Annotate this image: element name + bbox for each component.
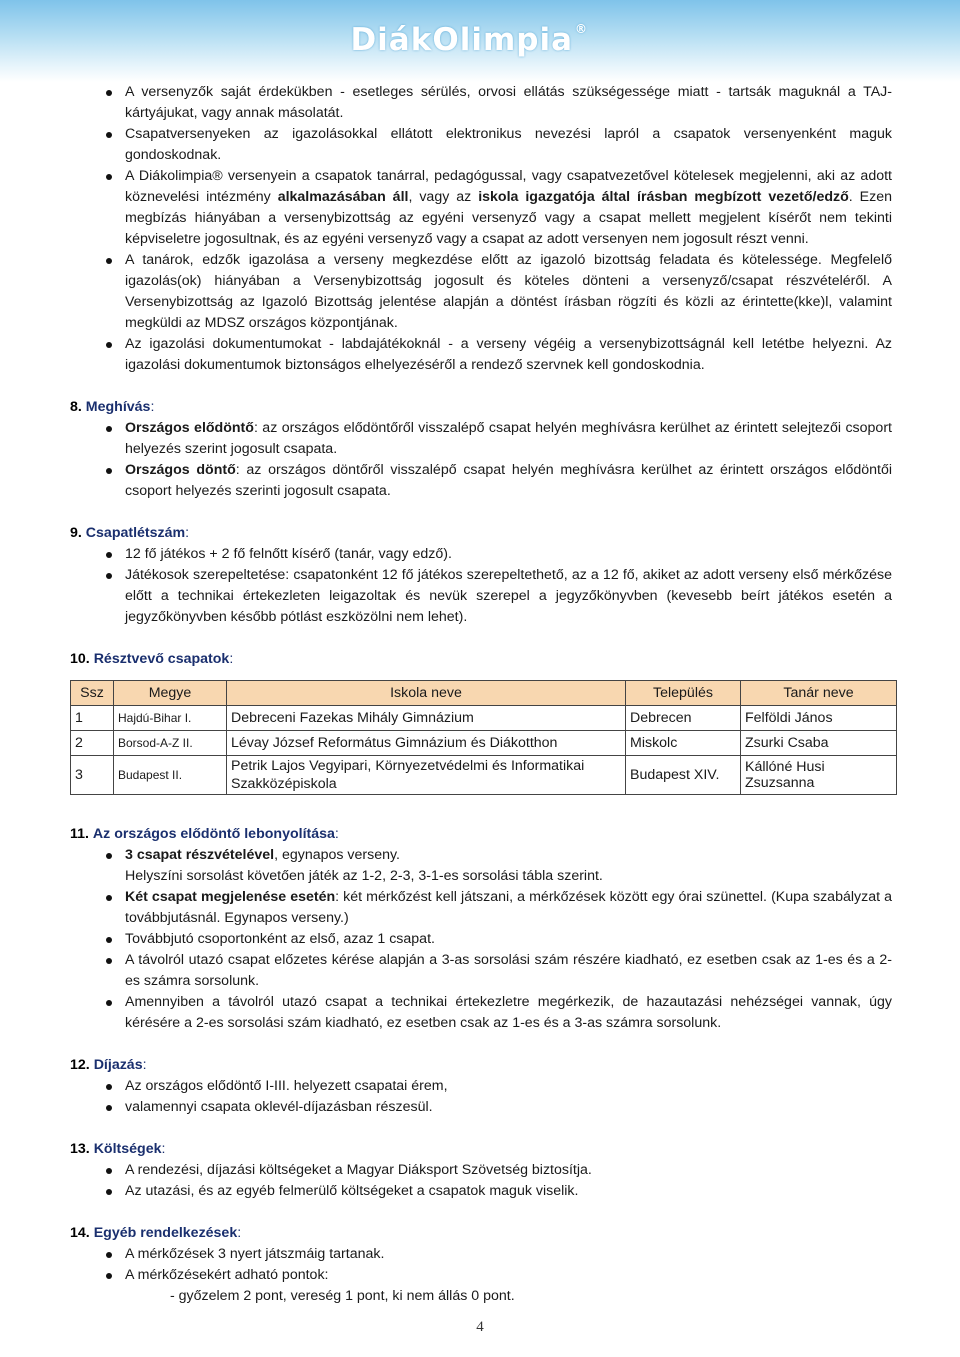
list-item: 12 fő játékos + 2 fő felnőtt kísérő (tanár, vagy edző). xyxy=(70,544,892,565)
table-cell: Felföldi János xyxy=(741,706,897,731)
table-cell: 1 xyxy=(71,706,114,731)
list-item: A Diákolimpia® versenyein a csapatok tanárral, pedagógussal, vagy csapatvezetővel kötelesek megjelenni, aki az adott köznevelési intézmény alkalmazásában áll, vagy az iskola igazgatója által írásban megbízott vezető/edző. Ezen megbízás hiányában a versenybizottság az egyéni versenyző vagy a csapat mellett megjelent kísérőt nem tekinti képviseletre jogosultnak, és az egyéni versenyző vagy a csapat az adott versenyen nem jogosult részt venni. xyxy=(70,166,892,250)
section-13-list xyxy=(70,1160,892,1202)
list-item: A mérkőzések 3 nyert játszmáig tartanak. xyxy=(70,1244,892,1265)
table-cell: Lévay József Református Gimnázium és Diákotthon xyxy=(227,731,626,756)
table-cell: Petrik Lajos Vegyipari, Környezetvédelmi és Informatikai Szakközépiskola xyxy=(227,756,626,795)
list-item: valamennyi csapata oklevél-díjazásban részesül. xyxy=(70,1097,892,1118)
list-item: Amennyiben a távolról utazó csapat a technikai értekezletre megérkezik, de hazautazási nehézségei vannak, úgy kérésére a 2-es sorsolási szám kiadható, ez esetben csak az 1-es és a 3-as számra sorsolunk. xyxy=(70,992,892,1034)
table-row xyxy=(71,706,897,731)
header-banner xyxy=(0,0,960,82)
teams-table xyxy=(70,680,897,795)
column-header: Megye xyxy=(114,681,227,706)
section-heading-8: 8. Meghívás: xyxy=(70,399,155,415)
section-heading-14: 14. Egyéb rendelkezések: xyxy=(70,1225,242,1241)
table-cell: Debrecen xyxy=(626,706,741,731)
list-item: A távolról utazó csapat előzetes kérése alapján a 3-as sorsolási szám részére kiadható, ez esetben csak az 1-es és a 2-es számra sorsolunk. xyxy=(70,950,892,992)
list-item-continuation: Helyszíni sorsolást követően játék az 1-2, 2-3, 3-1-es sorsolási tábla szerint. xyxy=(125,868,603,884)
document-body xyxy=(70,82,892,1307)
list-item: 3 csapat részvételével, egynapos verseny. xyxy=(70,845,892,866)
section-12-list xyxy=(70,1076,892,1118)
list-item: Két csapat megjelenése esetén: két mérkőzést kell játszani, a mérkőzések között egy órai szünettel. (Kupa szabályzat a továbbjutásnál. Egynapos verseny.) xyxy=(70,887,892,929)
diakolimpia-logo: DiákOlimpia ® xyxy=(350,22,588,58)
section-9-list xyxy=(70,544,892,628)
section-14-list xyxy=(70,1244,892,1307)
table-row xyxy=(71,756,897,795)
table-cell: Budapest XIV. xyxy=(626,756,741,795)
section-heading-12: 12. Díjazás: xyxy=(70,1057,147,1073)
table-cell: Kállóné Husi Zsuzsanna xyxy=(741,756,897,795)
table-cell: Debreceni Fazekas Mihály Gimnázium xyxy=(227,706,626,731)
list-subitem: - győzelem 2 pont, vereség 1 pont, ki nem állás 0 pont. xyxy=(170,1288,515,1304)
section-heading-9: 9. Csapatlétszám: xyxy=(70,525,190,541)
table-cell: Budapest II. xyxy=(114,756,227,795)
table-cell: Borsod-A-Z II. xyxy=(114,731,227,756)
table-header-row xyxy=(71,681,897,706)
list-item: Az országos elődöntő I-III. helyezett csapatai érem, xyxy=(70,1076,892,1097)
table-row xyxy=(71,731,897,756)
list-item: Az igazolási dokumentumokat - labdajátékoknál - a verseny végéig a versenybizottságnál kell letétbe helyezni. Az igazolási dokumentumok biztonságos elhelyezéséről a rendező szervnek kell gondoskodnia. xyxy=(70,334,892,376)
table-cell: 3 xyxy=(71,756,114,795)
table-cell: Zsurki Csaba xyxy=(741,731,897,756)
page-number: 4 xyxy=(476,1319,484,1335)
list-item: Országos elődöntő: az országos elődöntőről visszalépő csapat helyén meghívásra kerülhet az érintett selejtezői csoport helyezés szerint jogosult csapata. xyxy=(70,418,892,460)
section-heading-10: 10. Résztvevő csapatok: xyxy=(70,651,234,667)
table-cell: 2 xyxy=(71,731,114,756)
list-item: A mérkőzésekért adható pontok: xyxy=(70,1265,892,1286)
list-item: Az utazási, és az egyéb felmerülő költségeket a csapatok maguk viselik. xyxy=(70,1181,892,1202)
list-item: A versenyzők saját érdekükben - esetleges sérülés, orvosi ellátás szükségessége miatt - tartsák maguknál a TAJ-kártyájukat, vagy annak másolatát. xyxy=(70,82,892,124)
list-item: A tanárok, edzők igazolása a verseny megkezdése előtt az igazoló bizottság feladata és kötelessége. Megfelelő igazolás(ok) hiányában a Versenybizottság jogosult és köteles dönteni a versenyző/csapat részvételéről. A Versenybizottság az Igazoló Bizottság jelentése alapján a döntést írásban rögzíti és közli az érintette(kke)l, valamint megküldi az MDSZ országos központjának. xyxy=(70,250,892,334)
list-item: A rendezési, díjazási költségeket a Magyar Diáksport Szövetség biztosítja. xyxy=(70,1160,892,1181)
column-header: Település xyxy=(626,681,741,706)
list-item: Továbbjutó csoportonként az első, azaz 1 csapat. xyxy=(70,929,892,950)
section-8-list xyxy=(70,418,892,502)
section-11-list xyxy=(70,845,892,1034)
intro-list xyxy=(70,82,892,376)
column-header: Tanár neve xyxy=(741,681,897,706)
table-cell: Hajdú-Bihar I. xyxy=(114,706,227,731)
column-header: Ssz xyxy=(71,681,114,706)
section-heading-13: 13. Költségek: xyxy=(70,1141,166,1157)
table-cell: Miskolc xyxy=(626,731,741,756)
section-heading-11: 11. Az országos elődöntő lebonyolítása: xyxy=(70,826,339,842)
list-item: Országos döntő: az országos döntőről visszalépő csapat helyén meghívásra kerülhet az érintett országos elődöntői csoport helyezés szerinti jogosult csapata. xyxy=(70,460,892,502)
list-item: Játékosok szerepeltetése: csapatonként 12 fő játékos szerepeltethető, az a 12 fő, akiket az adott verseny első mérkőzése előtt a technikai értekezleten leigazoltak és nevük szerepel a jegyzőkönyvben (kevesebb beírt játékos esetén a jegyzőkönyvben később pótlást eszközölni nem lehet). xyxy=(70,565,892,628)
column-header: Iskola neve xyxy=(227,681,626,706)
list-item: Csapatversenyeken az igazolásokkal ellátott elektronikus nevezési lapról a csapatok versenyenként maguk gondoskodnak. xyxy=(70,124,892,166)
